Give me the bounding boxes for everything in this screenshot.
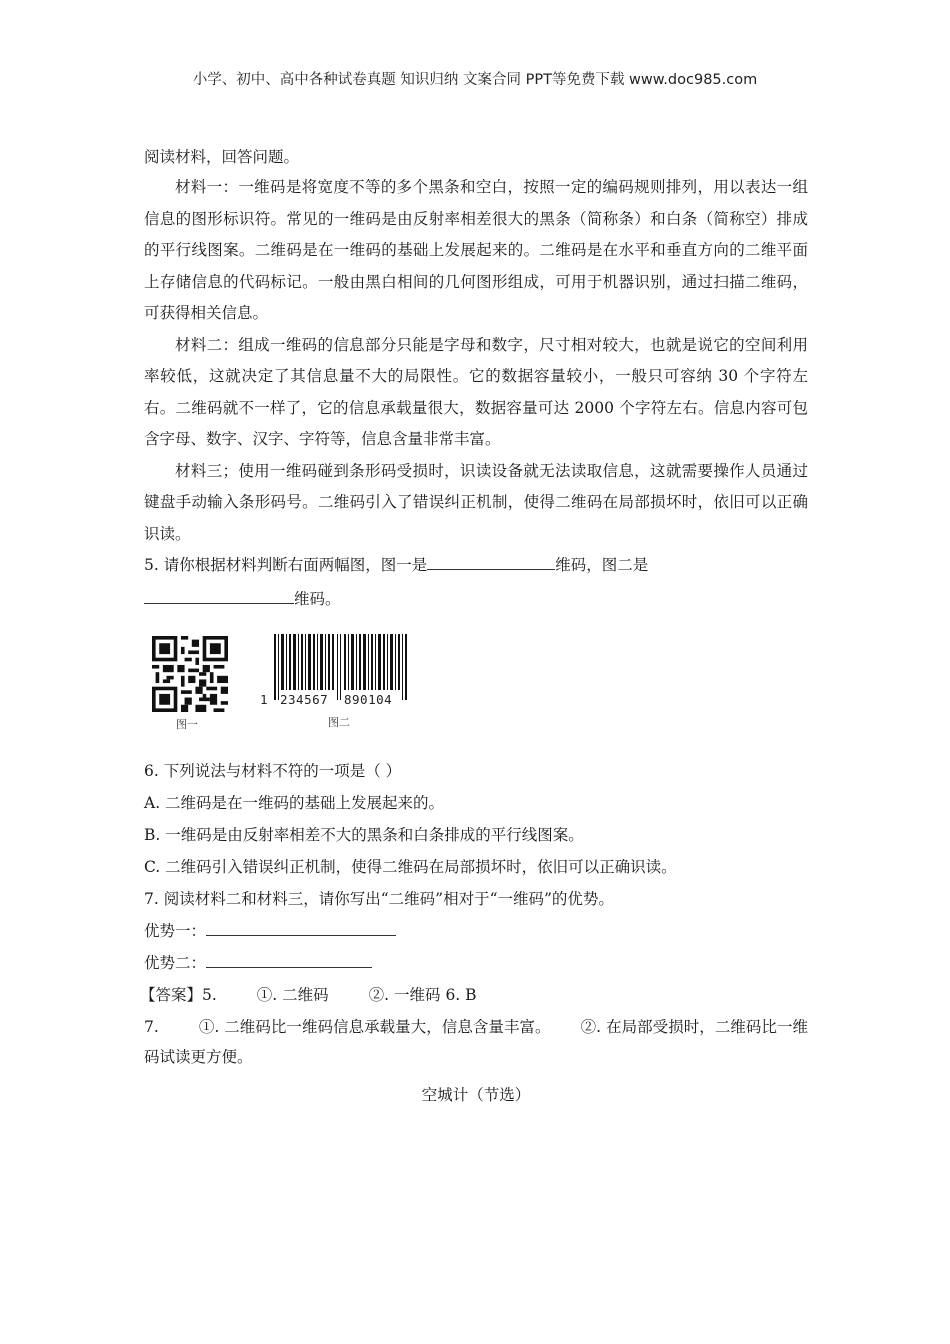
q5-part1: 5. 请你根据材料判断右面两幅图，图一是 — [144, 556, 428, 574]
q6-option-c: C. 二维码引入错误纠正机制，使得二维码在局部损坏时，依旧可以正确识读。 — [144, 858, 677, 876]
q7-adv1-label: 优势一： — [144, 922, 207, 940]
q6-option-b: B. 一维码是由反射率相差不大的黑条和白条排成的平行线图案。 — [144, 826, 584, 844]
q7-adv1-blank[interactable] — [206, 917, 396, 936]
barcode-digits-right: 890104 — [344, 692, 393, 707]
question-7-stem: 7. 阅读材料二和材料三，请你写出“二维码”相对于“一维码”的优势。 — [144, 890, 614, 908]
q5-part3: 维码。 — [294, 590, 341, 608]
fig2-caption: 图二 — [328, 716, 350, 729]
question-5 — [144, 550, 808, 580]
barcode-image — [260, 634, 430, 700]
answer-label: 【答案】5. — [140, 986, 217, 1004]
answer-5-2-and-6: ②. 一维码 6. B — [368, 986, 477, 1004]
q6-option-a: A. 二维码是在一维码的基础上发展起来的。 — [144, 794, 445, 812]
fig1-caption: 图一 — [176, 718, 198, 731]
qr-code-image — [152, 636, 228, 712]
figures — [144, 628, 808, 738]
q7-advantage-2 — [144, 948, 808, 978]
answer-5-1: ①. 二维码 — [256, 986, 329, 1004]
answer-7-2: ②. 在局部受损时，二维码比一维码试读更方便。 — [144, 1018, 809, 1066]
page-header: 小学、初中、高中各种试卷真题 知识归纳 文案合同 PPT等免费下载 www.doc985.com — [192, 72, 758, 88]
barcode-digits-left: 234567 — [280, 692, 329, 707]
answer-7-1: ①. 二维码比一维码信息承载量大，信息含量丰富。 — [198, 1018, 551, 1036]
question-5-line2 — [144, 584, 808, 614]
answer-7-number: 7. — [144, 1018, 159, 1036]
q5-part2: 维码，图二是 — [555, 556, 649, 574]
answer-line-1 — [140, 980, 808, 1010]
material-1: 材料一：一维码是将宽度不等的多个黑条和空白，按照一定的编码规则排列，用以表达一组信息的图形标识符。常见的一维码是由反射率相差很大的黑条（简称条）和白条（简称空）排成的平行线图案。二维码是在一维码的基础上发展起来的。二维码是在水平和垂直方向的二维平面上存储信息的代码标记。一般由黑白相间的几何图形组成，可用于机器识别，通过扫描二维码，可获得相关信息。 — [144, 178, 808, 322]
question-6-stem: 6. 下列说法与材料不符的一项是（ ） — [144, 762, 402, 780]
document-body — [140, 142, 809, 1110]
q7-adv2-blank[interactable] — [206, 949, 372, 968]
q7-adv2-label: 优势二： — [144, 954, 207, 972]
q5-blank-2[interactable] — [144, 585, 294, 604]
material-3: 材料三；使用一维码碰到条形码受损时，识读设备就无法读取信息，这就需要操作人员通过键盘手动输入条形码号。二维码引入了错误纠正机制，使得二维码在局部损坏时，依旧可以正确识读。 — [144, 461, 808, 543]
answer-7 — [144, 1012, 808, 1072]
next-section-title: 空城计（节选） — [421, 1086, 531, 1104]
material-2: 材料二：组成一维码的信息部分只能是字母和数字，尺寸相对较大，也就是说它的空间利用率较低，这就决定了其信息量不大的局限性。它的数据容量较小，一般只可容纳 30 个字符左右。二维码就不一样了，它的信息承载量很大，数据容量可达 2000 个字符左右。信息内容可包含字母、数字、汉字、字符等，信息含量非常丰富。 — [144, 335, 808, 448]
q7-advantage-1 — [144, 916, 808, 946]
barcode-digit-first: 1 — [260, 692, 269, 707]
q5-blank-1[interactable] — [427, 551, 555, 570]
intro-text: 阅读材料，回答问题。 — [144, 148, 300, 166]
